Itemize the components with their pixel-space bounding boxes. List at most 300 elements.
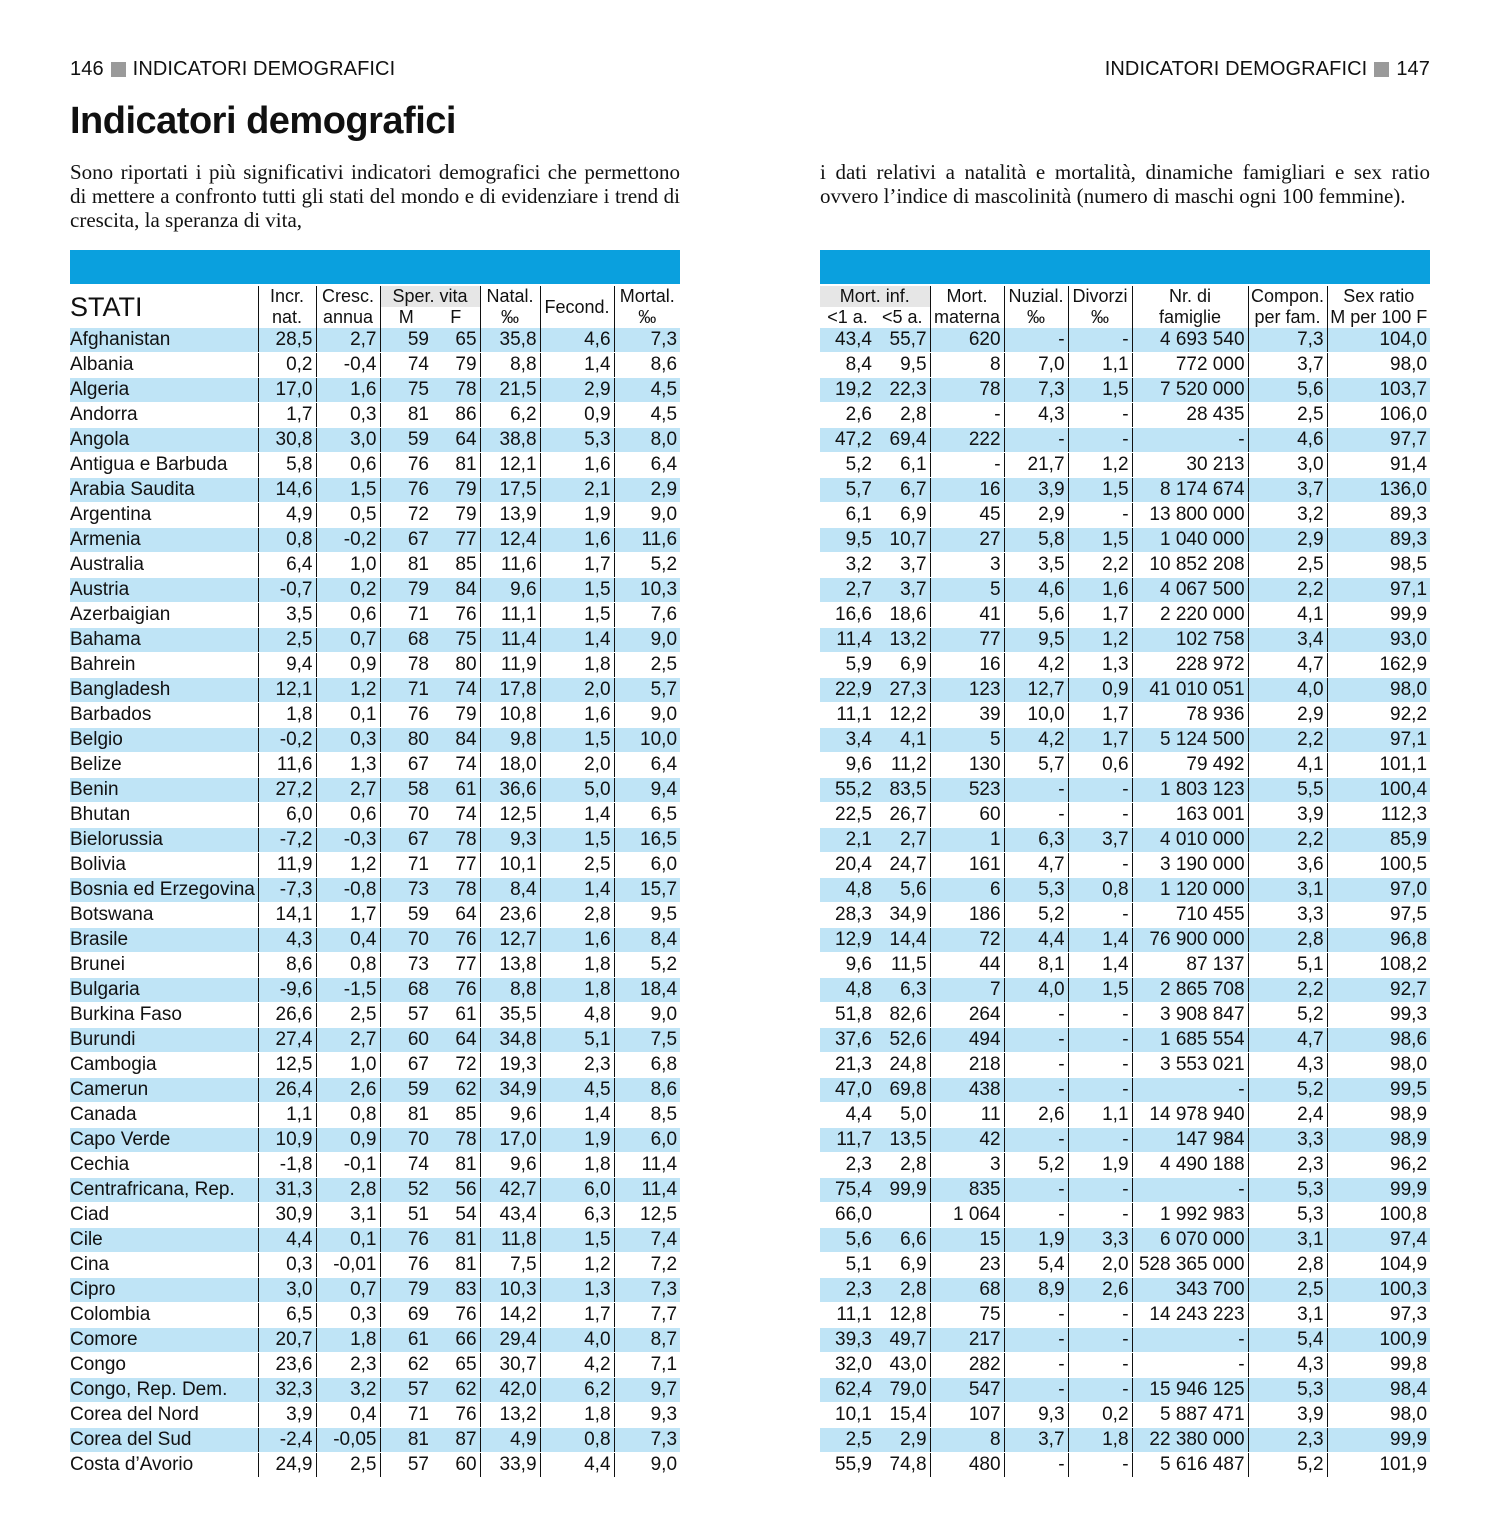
sper-vita-m: 70 — [380, 803, 432, 828]
cresc-annua: 0,6 — [316, 603, 380, 628]
sex-ratio: 100,4 — [1327, 778, 1430, 803]
nr-famiglie: 14 978 940 — [1132, 1103, 1248, 1128]
table-row — [70, 1303, 680, 1328]
incr-nat: -7,2 — [258, 828, 316, 853]
mort-inf-lt1: 22,9 — [820, 678, 875, 703]
sper-vita-m: 71 — [380, 853, 432, 878]
nuzial: - — [1004, 1453, 1068, 1478]
mort-inf-lt1: 37,6 — [820, 1028, 875, 1053]
natal: 9,6 — [480, 1103, 540, 1128]
country-name: Corea del Sud — [70, 1428, 258, 1453]
nuzial: 12,7 — [1004, 678, 1068, 703]
sex-ratio: 99,9 — [1327, 603, 1430, 628]
table-row — [820, 1153, 1430, 1178]
mort-inf-lt5: 3,7 — [875, 553, 930, 578]
fecond: 1,6 — [540, 528, 614, 553]
fecond: 1,6 — [540, 453, 614, 478]
mortal: 4,5 — [614, 378, 680, 403]
sex-ratio: 96,8 — [1327, 928, 1430, 953]
header-mort-materna-sub: materna — [930, 307, 1004, 328]
nuzial: 5,3 — [1004, 878, 1068, 903]
incr-nat: 0,8 — [258, 528, 316, 553]
mort-inf-lt5: 55,7 — [875, 328, 930, 353]
divorzi: - — [1068, 503, 1132, 528]
divorzi: 0,2 — [1068, 1403, 1132, 1428]
table-row — [820, 1278, 1430, 1303]
divorzi: 1,3 — [1068, 653, 1132, 678]
table-row — [70, 1353, 680, 1378]
country-name: Brunei — [70, 953, 258, 978]
sper-vita-f: 76 — [432, 603, 480, 628]
mortal: 12,5 — [614, 1203, 680, 1228]
country-name: Belgio — [70, 728, 258, 753]
divorzi: 1,2 — [1068, 453, 1132, 478]
mortal: 8,5 — [614, 1103, 680, 1128]
fecond: 5,0 — [540, 778, 614, 803]
divorzi: - — [1068, 1128, 1132, 1153]
sex-ratio: 103,7 — [1327, 378, 1430, 403]
nr-famiglie: 1 685 554 — [1132, 1028, 1248, 1053]
mortal: 5,7 — [614, 678, 680, 703]
sper-vita-f: 87 — [432, 1428, 480, 1453]
divorzi: 3,7 — [1068, 828, 1132, 853]
sper-vita-f: 77 — [432, 853, 480, 878]
mortal: 11,6 — [614, 528, 680, 553]
mort-inf-lt1: 47,2 — [820, 428, 875, 453]
mortal: 8,0 — [614, 428, 680, 453]
sper-vita-m: 61 — [380, 1328, 432, 1353]
header-nuzial-sub: ‰ — [1004, 307, 1068, 328]
divorzi: - — [1068, 1378, 1132, 1403]
mortal: 4,5 — [614, 403, 680, 428]
sper-vita-f: 79 — [432, 503, 480, 528]
country-name: Congo — [70, 1353, 258, 1378]
cresc-annua: 0,3 — [316, 1303, 380, 1328]
mort-materna: 72 — [930, 928, 1004, 953]
incr-nat: 5,8 — [258, 453, 316, 478]
sper-vita-f: 74 — [432, 678, 480, 703]
sper-vita-f: 79 — [432, 478, 480, 503]
cresc-annua: 1,2 — [316, 853, 380, 878]
sex-ratio: 99,9 — [1327, 1178, 1430, 1203]
natal: 9,6 — [480, 578, 540, 603]
nuzial: 8,9 — [1004, 1278, 1068, 1303]
running-header-left — [70, 58, 395, 81]
compon: 3,9 — [1248, 1403, 1327, 1428]
table-row — [70, 353, 680, 378]
nuzial: 3,7 — [1004, 1428, 1068, 1453]
nr-famiglie: 10 852 208 — [1132, 553, 1248, 578]
natal: 38,8 — [480, 428, 540, 453]
nr-famiglie: 5 887 471 — [1132, 1403, 1248, 1428]
country-name: Andorra — [70, 403, 258, 428]
incr-nat: 0,3 — [258, 1253, 316, 1278]
header-divorzi-sub: ‰ — [1068, 307, 1132, 328]
table-row — [70, 1153, 680, 1178]
table-row — [70, 1228, 680, 1253]
sper-vita-m: 79 — [380, 578, 432, 603]
nuzial: 4,4 — [1004, 928, 1068, 953]
header-mort-inf: Mort. inf. — [820, 286, 930, 307]
header-sex-ratio: Sex ratio — [1327, 286, 1430, 307]
mortal: 2,9 — [614, 478, 680, 503]
mort-inf-lt5: 24,7 — [875, 853, 930, 878]
nr-famiglie: 4 010 000 — [1132, 828, 1248, 853]
table-row — [70, 1253, 680, 1278]
mort-inf-lt5: 11,5 — [875, 953, 930, 978]
fecond: 4,8 — [540, 1003, 614, 1028]
divorzi: 1,4 — [1068, 953, 1132, 978]
table-row — [820, 1353, 1430, 1378]
compon: 3,6 — [1248, 853, 1327, 878]
table-row — [70, 1203, 680, 1228]
compon: 5,2 — [1248, 1453, 1327, 1478]
country-name: Cile — [70, 1228, 258, 1253]
sper-vita-f: 65 — [432, 1353, 480, 1378]
cresc-annua: 2,7 — [316, 778, 380, 803]
nuzial: 8,1 — [1004, 953, 1068, 978]
cresc-annua: 0,7 — [316, 1278, 380, 1303]
sex-ratio: 99,3 — [1327, 1003, 1430, 1028]
nuzial: 21,7 — [1004, 453, 1068, 478]
sper-vita-f: 83 — [432, 1278, 480, 1303]
table-row — [820, 478, 1430, 503]
compon: 5,3 — [1248, 1203, 1327, 1228]
sex-ratio: 89,3 — [1327, 528, 1430, 553]
mort-inf-lt5 — [875, 1203, 930, 1228]
incr-nat: 20,7 — [258, 1328, 316, 1353]
sper-vita-f: 56 — [432, 1178, 480, 1203]
mortal: 6,4 — [614, 453, 680, 478]
fecond: 1,5 — [540, 578, 614, 603]
table-row — [70, 703, 680, 728]
mort-inf-lt5: 11,2 — [875, 753, 930, 778]
mortal: 8,7 — [614, 1328, 680, 1353]
cresc-annua: 2,8 — [316, 1178, 380, 1203]
mort-inf-lt1: 6,1 — [820, 503, 875, 528]
sex-ratio: 101,1 — [1327, 753, 1430, 778]
table-row — [820, 953, 1430, 978]
sex-ratio: 98,0 — [1327, 1053, 1430, 1078]
fecond: 1,5 — [540, 728, 614, 753]
compon: 4,0 — [1248, 678, 1327, 703]
sper-vita-m: 70 — [380, 1128, 432, 1153]
incr-nat: 8,6 — [258, 953, 316, 978]
header-sper-vita: Sper. vita — [380, 286, 480, 307]
nr-famiglie: 772 000 — [1132, 353, 1248, 378]
table-row — [70, 1003, 680, 1028]
country-name: Benin — [70, 778, 258, 803]
compon: 2,2 — [1248, 728, 1327, 753]
table-row — [70, 1428, 680, 1453]
mort-inf-lt1: 55,9 — [820, 1453, 875, 1478]
sper-vita-f: 64 — [432, 428, 480, 453]
incr-nat: 11,9 — [258, 853, 316, 878]
sper-vita-m: 67 — [380, 753, 432, 778]
nuzial: 4,7 — [1004, 853, 1068, 878]
table-row — [820, 703, 1430, 728]
mortal: 9,0 — [614, 628, 680, 653]
sex-ratio: 104,0 — [1327, 328, 1430, 353]
country-name: Armenia — [70, 528, 258, 553]
nuzial: 1,9 — [1004, 1228, 1068, 1253]
fecond: 4,6 — [540, 328, 614, 353]
nuzial: 7,0 — [1004, 353, 1068, 378]
mort-inf-lt1: 2,7 — [820, 578, 875, 603]
header-natal-sub: ‰ — [480, 307, 540, 328]
natal: 7,5 — [480, 1253, 540, 1278]
country-name: Brasile — [70, 928, 258, 953]
mort-inf-lt5: 14,4 — [875, 928, 930, 953]
table-row — [820, 578, 1430, 603]
nuzial: 5,2 — [1004, 1153, 1068, 1178]
mort-inf-lt1: 39,3 — [820, 1328, 875, 1353]
mort-materna: 264 — [930, 1003, 1004, 1028]
mortal: 6,5 — [614, 803, 680, 828]
compon: 5,4 — [1248, 1328, 1327, 1353]
natal: 12,4 — [480, 528, 540, 553]
natal: 8,4 — [480, 878, 540, 903]
nuzial: 5,8 — [1004, 528, 1068, 553]
divorzi: - — [1068, 1453, 1132, 1478]
mort-inf-lt1: 62,4 — [820, 1378, 875, 1403]
mort-materna: 7 — [930, 978, 1004, 1003]
header-divorzi: Divorzi — [1068, 286, 1132, 307]
mort-materna: 3 — [930, 553, 1004, 578]
mort-inf-lt1: 2,1 — [820, 828, 875, 853]
sper-vita-m: 81 — [380, 403, 432, 428]
sper-vita-m: 57 — [380, 1378, 432, 1403]
sex-ratio: 97,1 — [1327, 578, 1430, 603]
table-row — [820, 653, 1430, 678]
mort-materna: 123 — [930, 678, 1004, 703]
table-row — [70, 1028, 680, 1053]
fecond: 1,8 — [540, 1403, 614, 1428]
mort-materna: 438 — [930, 1078, 1004, 1103]
mort-inf-lt5: 82,6 — [875, 1003, 930, 1028]
header-mortal-sub: ‰ — [614, 307, 680, 328]
sex-ratio: 101,9 — [1327, 1453, 1430, 1478]
nr-famiglie: 1 120 000 — [1132, 878, 1248, 903]
table-row — [820, 1078, 1430, 1103]
mort-materna: 282 — [930, 1353, 1004, 1378]
sper-vita-m: 69 — [380, 1303, 432, 1328]
table-row — [820, 978, 1430, 1003]
table-row — [820, 1003, 1430, 1028]
mort-inf-lt1: 28,3 — [820, 903, 875, 928]
compon: 5,1 — [1248, 953, 1327, 978]
header-nr-famiglie: Nr. di — [1132, 286, 1248, 307]
mort-materna: 16 — [930, 653, 1004, 678]
country-name: Algeria — [70, 378, 258, 403]
nr-famiglie: 343 700 — [1132, 1278, 1248, 1303]
cresc-annua: 2,3 — [316, 1353, 380, 1378]
country-name: Camerun — [70, 1078, 258, 1103]
natal: 6,2 — [480, 403, 540, 428]
natal: 10,1 — [480, 853, 540, 878]
country-name: Capo Verde — [70, 1128, 258, 1153]
country-name: Bangladesh — [70, 678, 258, 703]
cresc-annua: 0,4 — [316, 928, 380, 953]
sper-vita-m: 71 — [380, 1403, 432, 1428]
cresc-annua: 2,5 — [316, 1003, 380, 1028]
nr-famiglie: 228 972 — [1132, 653, 1248, 678]
sper-vita-m: 75 — [380, 378, 432, 403]
header-sex-ratio-sub: M per 100 F — [1327, 307, 1430, 328]
sper-vita-f: 78 — [432, 878, 480, 903]
sper-vita-m: 71 — [380, 603, 432, 628]
natal: 12,1 — [480, 453, 540, 478]
country-name: Afghanistan — [70, 328, 258, 353]
sper-vita-f: 81 — [432, 1153, 480, 1178]
natal: 34,8 — [480, 1028, 540, 1053]
compon: 2,5 — [1248, 553, 1327, 578]
cresc-annua: 1,0 — [316, 553, 380, 578]
sper-vita-f: 54 — [432, 1203, 480, 1228]
divorzi: - — [1068, 803, 1132, 828]
mortal: 9,0 — [614, 1003, 680, 1028]
natal: 42,7 — [480, 1178, 540, 1203]
sper-vita-f: 74 — [432, 803, 480, 828]
nr-famiglie: 14 243 223 — [1132, 1303, 1248, 1328]
sex-ratio: 97,7 — [1327, 428, 1430, 453]
nr-famiglie: 28 435 — [1132, 403, 1248, 428]
mort-materna: 16 — [930, 478, 1004, 503]
mort-materna: 77 — [930, 628, 1004, 653]
nr-famiglie: 4 490 188 — [1132, 1153, 1248, 1178]
incr-nat: 9,4 — [258, 653, 316, 678]
mort-inf-lt1: 3,4 — [820, 728, 875, 753]
nr-famiglie: 1 992 983 — [1132, 1203, 1248, 1228]
sper-vita-f: 61 — [432, 778, 480, 803]
divorzi: - — [1068, 853, 1132, 878]
sex-ratio: 98,6 — [1327, 1028, 1430, 1053]
sex-ratio: 98,0 — [1327, 1403, 1430, 1428]
sex-ratio: 97,4 — [1327, 1228, 1430, 1253]
mort-materna: 186 — [930, 903, 1004, 928]
nr-famiglie: 15 946 125 — [1132, 1378, 1248, 1403]
country-name: Colombia — [70, 1303, 258, 1328]
mort-inf-lt5: 26,7 — [875, 803, 930, 828]
sex-ratio: 98,0 — [1327, 678, 1430, 703]
natal: 9,3 — [480, 828, 540, 853]
mortal: 9,0 — [614, 1453, 680, 1478]
divorzi: 1,7 — [1068, 703, 1132, 728]
mort-materna: 15 — [930, 1228, 1004, 1253]
fecond: 2,0 — [540, 753, 614, 778]
section-name-left: INDICATORI DEMOGRAFICI — [132, 58, 396, 80]
sper-vita-f: 78 — [432, 828, 480, 853]
fecond: 1,6 — [540, 703, 614, 728]
sper-vita-m: 68 — [380, 978, 432, 1003]
compon: 4,7 — [1248, 653, 1327, 678]
header-compon-sub: per fam. — [1248, 307, 1327, 328]
table-row — [70, 528, 680, 553]
natal: 18,0 — [480, 753, 540, 778]
fecond: 4,5 — [540, 1078, 614, 1103]
country-name: Barbados — [70, 703, 258, 728]
mort-inf-lt1: 2,3 — [820, 1153, 875, 1178]
mort-inf-lt1: 4,4 — [820, 1103, 875, 1128]
mort-materna: 41 — [930, 603, 1004, 628]
header-natal: Natal. — [480, 286, 540, 307]
mort-inf-lt1: 66,0 — [820, 1203, 875, 1228]
nuzial: - — [1004, 328, 1068, 353]
fecond: 1,4 — [540, 353, 614, 378]
country-name: Cambogia — [70, 1053, 258, 1078]
sex-ratio: 99,5 — [1327, 1078, 1430, 1103]
header-cresc-sub: annua — [316, 307, 380, 328]
table-row — [820, 853, 1430, 878]
sper-vita-m: 57 — [380, 1003, 432, 1028]
table-row — [820, 353, 1430, 378]
nr-famiglie: 2 220 000 — [1132, 603, 1248, 628]
natal: 35,5 — [480, 1003, 540, 1028]
sper-vita-f: 85 — [432, 553, 480, 578]
mort-inf-lt5: 2,8 — [875, 1278, 930, 1303]
nr-famiglie: 163 001 — [1132, 803, 1248, 828]
natal: 19,3 — [480, 1053, 540, 1078]
sper-vita-f: 61 — [432, 1003, 480, 1028]
compon: 5,2 — [1248, 1003, 1327, 1028]
sper-vita-f: 60 — [432, 1453, 480, 1478]
table-row — [820, 378, 1430, 403]
sex-ratio: 112,3 — [1327, 803, 1430, 828]
mort-materna: 23 — [930, 1253, 1004, 1278]
country-name: Cipro — [70, 1278, 258, 1303]
fecond: 1,5 — [540, 828, 614, 853]
fecond: 0,8 — [540, 1428, 614, 1453]
sper-vita-f: 77 — [432, 953, 480, 978]
nr-famiglie: 2 865 708 — [1132, 978, 1248, 1003]
table-row — [820, 1453, 1430, 1478]
cresc-annua: 0,5 — [316, 503, 380, 528]
sper-vita-m: 59 — [380, 903, 432, 928]
mortal: 7,3 — [614, 1428, 680, 1453]
mort-inf-lt1: 5,7 — [820, 478, 875, 503]
table-row — [820, 1303, 1430, 1328]
sex-ratio: 97,1 — [1327, 728, 1430, 753]
compon: 4,7 — [1248, 1028, 1327, 1053]
mort-inf-lt1: 9,5 — [820, 528, 875, 553]
mort-inf-lt1: 5,6 — [820, 1228, 875, 1253]
fecond: 2,1 — [540, 478, 614, 503]
mortal: 7,1 — [614, 1353, 680, 1378]
compon: 3,3 — [1248, 1128, 1327, 1153]
mort-materna: 218 — [930, 1053, 1004, 1078]
fecond: 1,8 — [540, 653, 614, 678]
mort-inf-lt5: 2,8 — [875, 1153, 930, 1178]
natal: 17,5 — [480, 478, 540, 503]
sex-ratio: 100,9 — [1327, 1328, 1430, 1353]
sper-vita-m: 67 — [380, 828, 432, 853]
nr-famiglie: 1 803 123 — [1132, 778, 1248, 803]
country-name: Belize — [70, 753, 258, 778]
table-row — [820, 878, 1430, 903]
mort-inf-lt5: 74,8 — [875, 1453, 930, 1478]
mort-materna: - — [930, 453, 1004, 478]
nuzial: - — [1004, 1178, 1068, 1203]
nr-famiglie: 3 908 847 — [1132, 1003, 1248, 1028]
country-name: Bulgaria — [70, 978, 258, 1003]
mort-materna: 5 — [930, 728, 1004, 753]
sper-vita-f: 76 — [432, 978, 480, 1003]
grey-square-icon — [1374, 62, 1389, 77]
mortal: 15,7 — [614, 878, 680, 903]
incr-nat: 14,6 — [258, 478, 316, 503]
cresc-annua: 0,6 — [316, 803, 380, 828]
fecond: 5,3 — [540, 428, 614, 453]
